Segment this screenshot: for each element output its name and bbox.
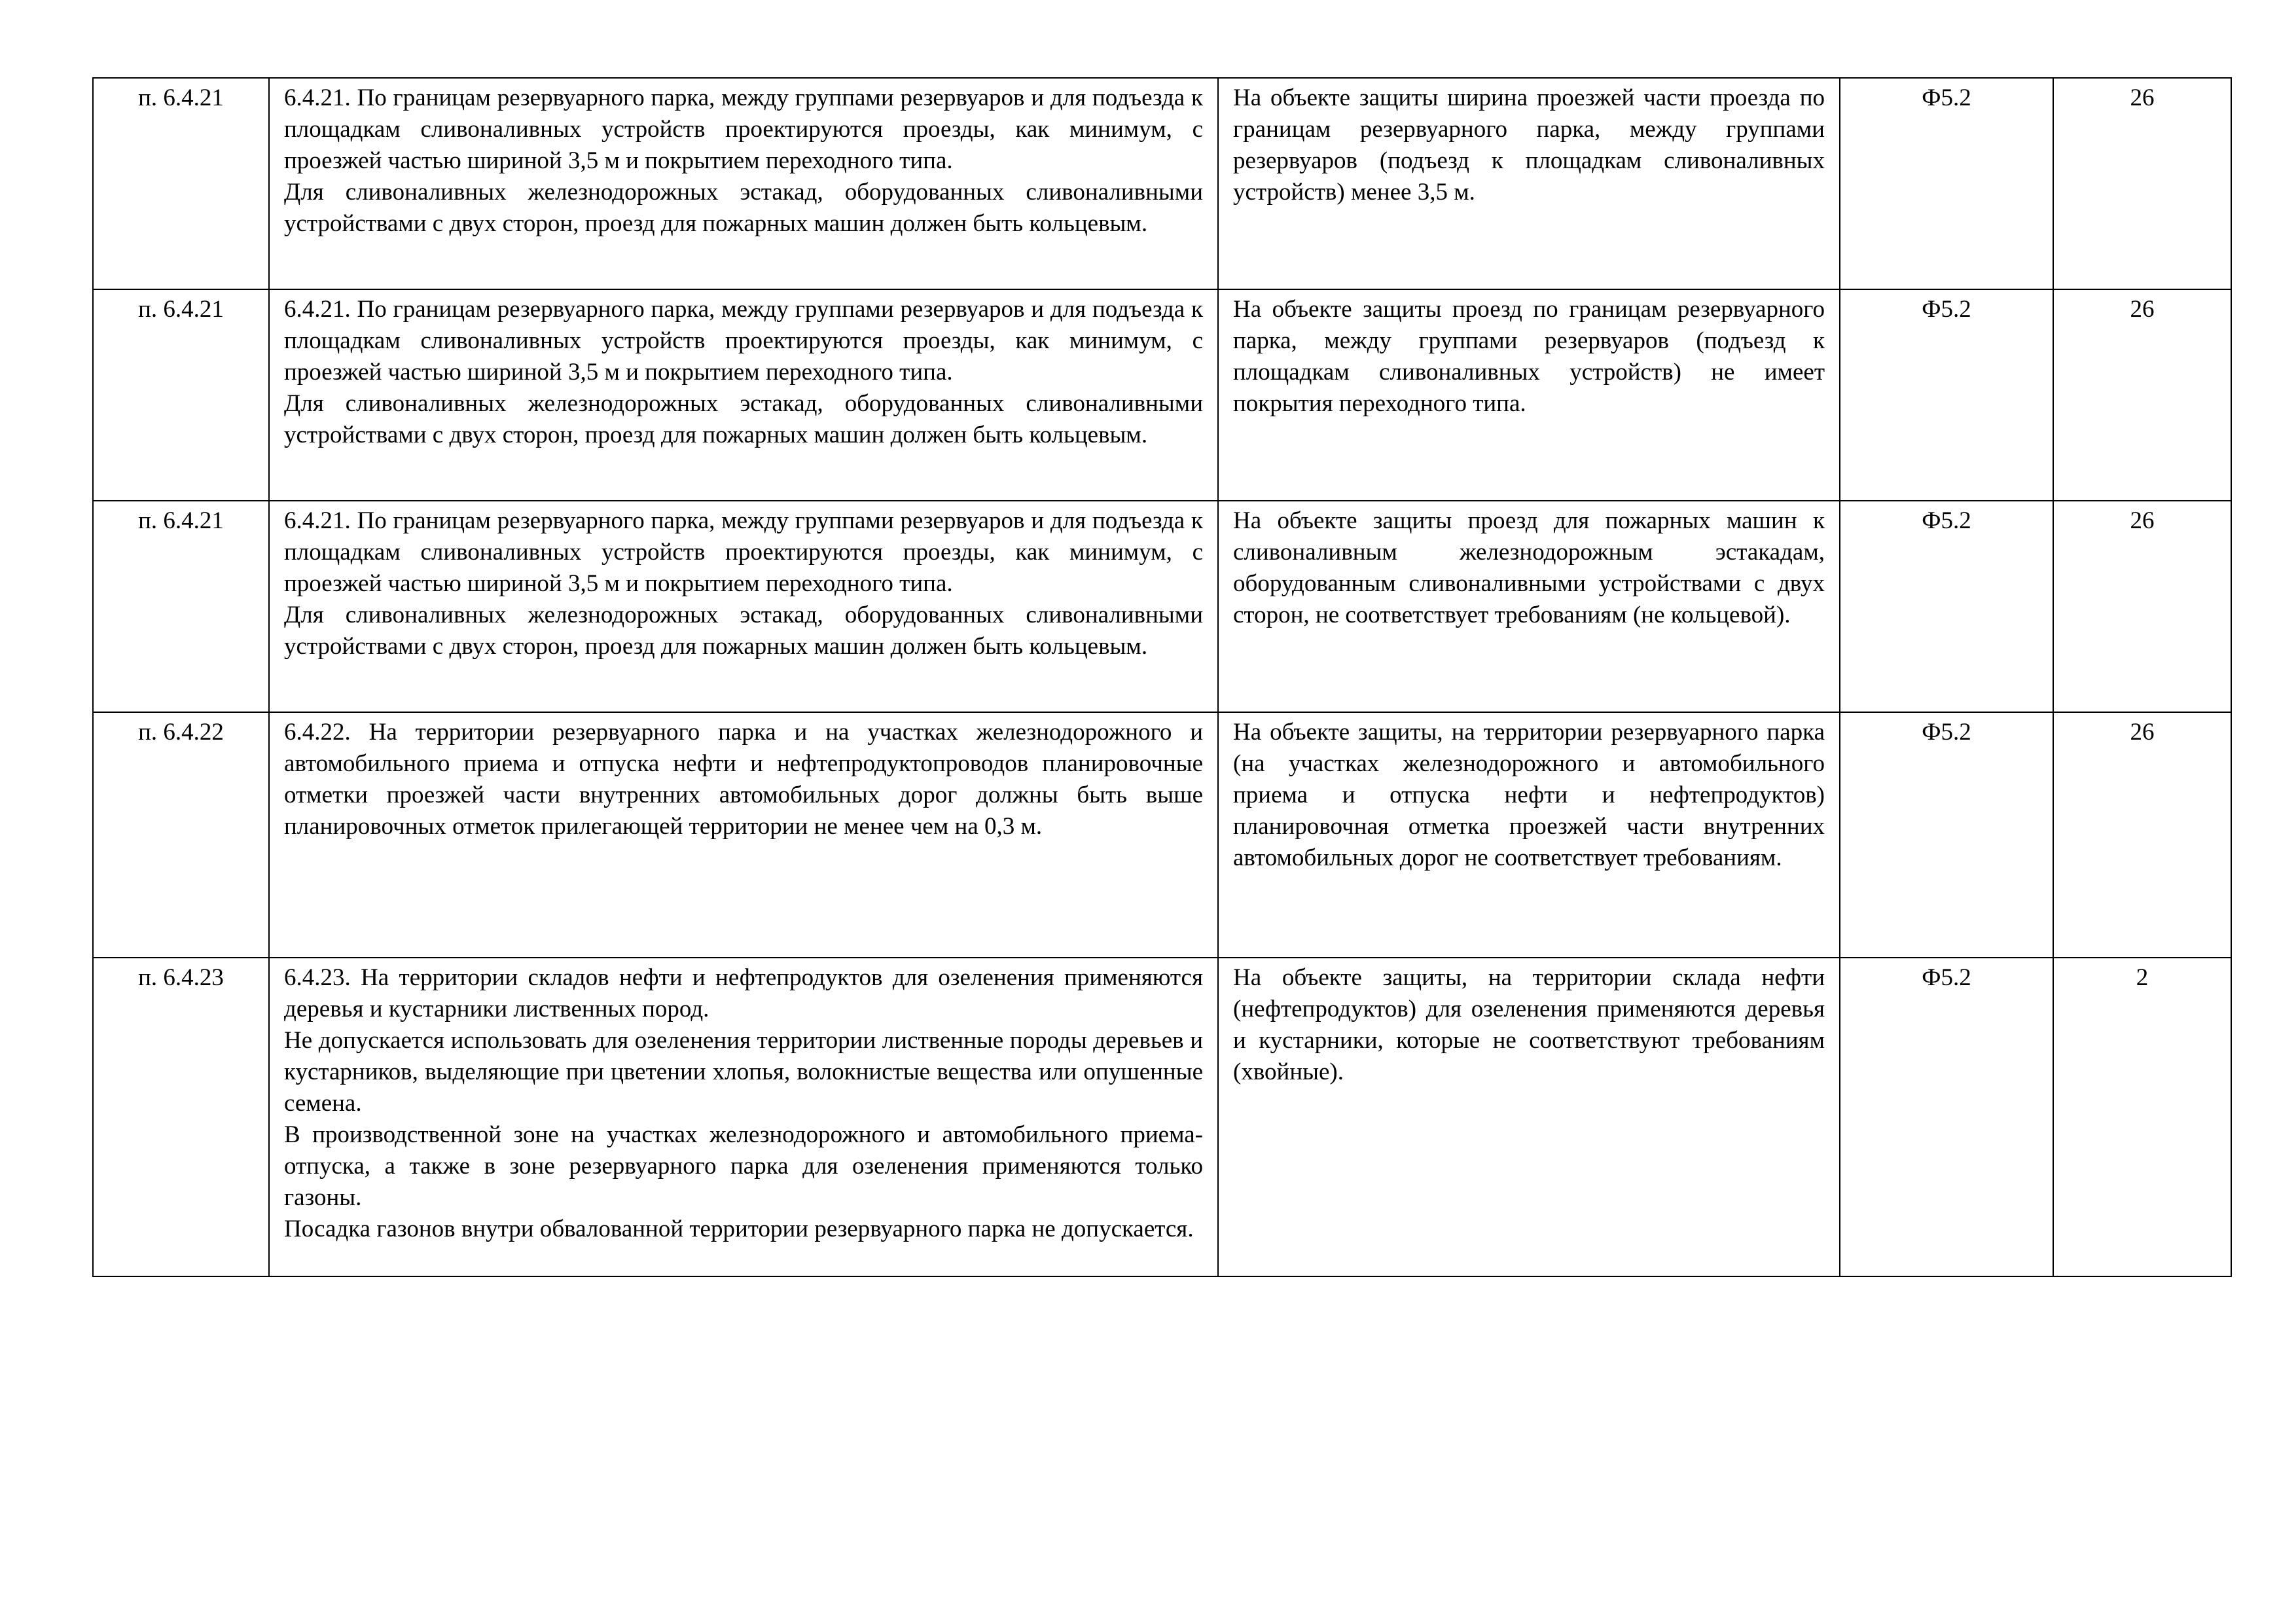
violation-finding-text: На объекте защиты, на территории склада нефти (нефтепродуктов) для озеленения применяются деревья и кустарники, которые не соответствуют требованиям (хвойные).	[1233, 964, 1825, 1085]
requirement-paragraph: 6.4.23. На территории складов нефти и нефтепродуктов для озеленения применяются деревья и кустарники лиственных пород.	[284, 964, 1203, 1022]
requirement-paragraph: Для сливоналивных железнодорожных эстакад, оборудованных сливоналивными устройствами с двух сторон, проезд для пожарных машин должен быть кольцевым.	[284, 179, 1203, 237]
violation-finding-text: На объекте защиты проезд для пожарных машин к сливоналивным железнодорожным эстакадам, оборудованным сливоналивными устройствами с двух сторон, не соответствует требованиям (не кольцевой).	[1233, 507, 1825, 628]
clause-reference: п. 6.4.21	[93, 78, 269, 289]
item-number: 26	[2053, 78, 2231, 289]
requirement-paragraph: 6.4.22. На территории резервуарного парка и на участках железнодорожного и автомобильного приема и отпуска нефти и нефтепродуктопроводов планировочные отметки проезжей части внутренних автомобильных дорог должны быть выше планировочных отметок прилегающей территории не менее чем на 0,3 м.	[284, 719, 1203, 840]
violation-finding	[1218, 501, 1840, 712]
requirement-text	[269, 958, 1218, 1276]
violation-finding	[1218, 78, 1840, 289]
requirement-paragraph: 6.4.21. По границам резервуарного парка, между группами резервуаров и для подъезда к площадкам сливоналивных устройств проектируются проезды, как минимум, с проезжей частью шириной 3,5 м и покрытием переходного типа.	[284, 296, 1203, 386]
violation-finding-text: На объекте защиты ширина проезжей части проезда по границам резервуарного парка, между группами резервуаров (подъезд к площадкам сливоналивных устройств) менее 3,5 м.	[1233, 84, 1825, 206]
violation-finding-text: На объекте защиты проезд по границам резервуарного парка, между группами резервуаров (подъезд к площадкам сливоналивных устройств) не имеет покрытия переходного типа.	[1233, 296, 1825, 417]
item-number: 26	[2053, 289, 2231, 501]
clause-reference: п. 6.4.21	[93, 289, 269, 501]
requirement-text	[269, 712, 1218, 958]
requirements-table	[92, 77, 2232, 1277]
table-row	[93, 501, 2231, 712]
violation-finding	[1218, 289, 1840, 501]
clause-reference: п. 6.4.21	[93, 501, 269, 712]
hazard-class: Ф5.2	[1840, 958, 2053, 1276]
hazard-class: Ф5.2	[1840, 289, 2053, 501]
item-number: 26	[2053, 712, 2231, 958]
violation-finding-text: На объекте защиты, на территории резервуарного парка (на участках железнодорожного и автомобильного приема и отпуска нефти и нефтепродуктов) планировочная отметка проезжей части внутренних автомобильных дорог не соответствует требованиям.	[1233, 719, 1825, 871]
violation-finding	[1218, 712, 1840, 958]
clause-reference: п. 6.4.22	[93, 712, 269, 958]
table-row	[93, 712, 2231, 958]
hazard-class: Ф5.2	[1840, 712, 2053, 958]
table-row	[93, 289, 2231, 501]
requirement-text	[269, 78, 1218, 289]
requirement-paragraph: Посадка газонов внутри обвалованной территории резервуарного парка не допускается.	[284, 1216, 1194, 1242]
table-row	[93, 958, 2231, 1276]
hazard-class: Ф5.2	[1840, 78, 2053, 289]
requirement-paragraph: Для сливоналивных железнодорожных эстакад, оборудованных сливоналивными устройствами с двух сторон, проезд для пожарных машин должен быть кольцевым.	[284, 602, 1203, 660]
violation-finding	[1218, 958, 1840, 1276]
table-row	[93, 78, 2231, 289]
requirement-text	[269, 501, 1218, 712]
requirement-paragraph: 6.4.21. По границам резервуарного парка, между группами резервуаров и для подъезда к площадкам сливоналивных устройств проектируются проезды, как минимум, с проезжей частью шириной 3,5 м и покрытием переходного типа.	[284, 84, 1203, 174]
clause-reference: п. 6.4.23	[93, 958, 269, 1276]
requirement-paragraph: 6.4.21. По границам резервуарного парка, между группами резервуаров и для подъезда к площадкам сливоналивных устройств проектируются проезды, как минимум, с проезжей частью шириной 3,5 м и покрытием переходного типа.	[284, 507, 1203, 597]
hazard-class: Ф5.2	[1840, 501, 2053, 712]
item-number: 26	[2053, 501, 2231, 712]
requirement-paragraph: В производственной зоне на участках железнодорожного и автомобильного приема-отпуска, а также в зоне резервуарного парка для озеленения применяются только газоны.	[284, 1121, 1203, 1211]
requirement-paragraph: Не допускается использовать для озеленения территории лиственные породы деревьев и кустарников, выделяющие при цветении хлопья, волокнистые вещества или опушенные семена.	[284, 1027, 1203, 1117]
requirement-paragraph: Для сливоналивных железнодорожных эстакад, оборудованных сливоналивными устройствами с двух сторон, проезд для пожарных машин должен быть кольцевым.	[284, 390, 1203, 448]
item-number: 2	[2053, 958, 2231, 1276]
requirement-text	[269, 289, 1218, 501]
